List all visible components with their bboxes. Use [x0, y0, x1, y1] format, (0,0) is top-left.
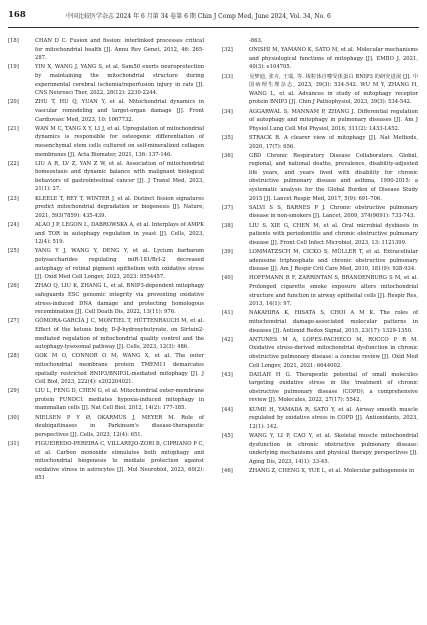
- reference-text: NAKAHIRA K, HISATA S, CHOI A M K. The roles of mitochondrial damage-associated molecular patterns in diseases [J]. Antioxid Redox Signal, 2015, 23(17): 1329-1350.: [249, 310, 418, 334]
- reference-continuation: -863.: [249, 38, 263, 44]
- reference-text: LIU L, FENG D, CHEN G, et al. Mitochondrial outer-membrane protein FUNDC1 mediates hypoxia-induced mitophagy in mammalian cells [J]. Nat Cell Biol, 2012, 14(2): 177-185.: [35, 388, 204, 412]
- reference-number: [31]: [8, 441, 19, 448]
- reference-text: ZHANG Z, CHENG X, YUE L, et al. Molecular pathogenesis in: [249, 468, 415, 474]
- reference-item: [222, 432, 418, 466]
- reference-item: [222, 134, 418, 151]
- left-reference-column: [8, 37, 204, 484]
- reference-text: ZHU T, HU Q, YUAN Y, et al. Mitochondrial dynamics in vascular remodeling and target-organ damage [J]. Front Cardiovasc Med, 2023, 10: 1067732.: [35, 99, 204, 123]
- reference-item: [222, 222, 418, 248]
- right-reference-column: [222, 37, 418, 476]
- reference-item: [222, 371, 418, 405]
- reference-number: [34]: [222, 108, 233, 115]
- reference-text: AGGARWAL S, MANNAM P, ZHANG J. Differential regulation of autophagy and mitophagy in pulmonary diseases [J]. Am J Physiol Lung Cell Mol Physiol, 2016, 311(2): L433-L452.: [249, 108, 418, 132]
- reference-item: [222, 248, 418, 274]
- reference-number: [41]: [222, 310, 233, 317]
- reference-number: [42]: [222, 336, 233, 343]
- reference-number: [24]: [8, 222, 19, 229]
- reference-item: [222, 73, 418, 107]
- reference-text: STRACK R. A clearer view of mitophagy [J]. Nat Methods, 2020, 17(7): 656.: [249, 134, 418, 150]
- reference-text: 吴梦迪, 张卉, 王瑞, 等. 线粒体自噬受体蛋白 BNIP3 的研究进展 [J]. 中国病理生理杂志, 2023, 39(3): 534-542. WU M Y, ZHANG H, WANG L, et al. Advances in study of mitophagy receptor protein BNIP3 [J]. Chin J Pathophysiol, 2023, 39(3): 534-542.: [249, 73, 418, 106]
- header-divider: [8, 27, 419, 28]
- reference-text: LOMMATZSCH M, CICKO S, MÜLLER T, et al. Extracellular adenosine triphosphate and chronic obstructive pulmonary disease [J]. Am J Respir Crit Care Med, 2010, 181(9): 928-934.: [249, 249, 418, 273]
- reference-number: [38]: [222, 222, 233, 229]
- reference-number: [21]: [8, 125, 19, 132]
- reference-number: [44]: [222, 406, 233, 413]
- reference-text: WANG Y, LI P, CAO Y, et al. Skeletal muscle mitochondrial dysfunction in chronic obstructive pulmonary disease: underlying mechanisms and physical therapy perspectives [J]. Aging Dis, 2023, 14(1): 33-45.: [249, 433, 418, 465]
- reference-item: [8, 317, 204, 351]
- reference-number: [40]: [222, 275, 233, 282]
- journal-running-title: 中国比较医学杂志 2024 年 6 月第 34 卷第 6 期 Chin J Comp Med, June 2024, Vol. 34, No. 6: [66, 13, 331, 20]
- reference-text: GÓMORA-GARCÍA J C, MONTIEL T, HÜTTENRAUCH M, et al. Effect of the ketone body, D-β-hydroxybutyrate, on Sirtuin2-mediated regulation of mitochondrial quality control and the autophagy-lysosomal pathway [J]. Cells, 2023, 12(3): 486.: [35, 318, 204, 351]
- reference-item: [222, 108, 418, 134]
- reference-text: KLEELE T, REY T, WINTER J, et al. Distinct fission signatures predict mitochondrial degradation or biogenesis [J]. Nature, 2021, 593(7859): 435-439.: [35, 195, 204, 219]
- page-header: [8, 10, 419, 24]
- reference-number: [23]: [8, 195, 19, 202]
- reference-item: [8, 221, 204, 247]
- reference-item: [8, 160, 204, 194]
- reference-item: [8, 195, 204, 221]
- reference-item: [8, 125, 204, 159]
- reference-item: [8, 414, 204, 440]
- reference-item: [222, 152, 418, 204]
- reference-text: ANTUNES M A, LOPES-PACHECO M, ROCCO P R M. Oxidative stress-derived mitochondrial dysfunction in chronic obstructive pulmonary disease: a concise review [J]. Oxid Med Cell Longev, 2021, 2021: 6644002.: [249, 336, 418, 369]
- reference-number: [36]: [222, 152, 233, 159]
- reference-number: [19]: [8, 64, 19, 71]
- reference-number: [30]: [8, 414, 19, 421]
- reference-item: [8, 37, 204, 63]
- reference-item: [8, 387, 204, 413]
- reference-number: [43]: [222, 371, 233, 378]
- reference-number: [28]: [8, 353, 19, 360]
- reference-text: ALAO J P, LEGON L, DABROWSKA A, et al. Interplays of AMPK and TOR in autophagy regulation in yeast [J]. Cells, 2023, 12(4): 519.: [35, 222, 204, 246]
- reference-text: HOFFMANN R F, ZARRINTAN S, BRANDENBURG S M, et al. Prolonged cigarette smoke exposure alters mitochondrial structure and function in airway epithelial cells [J]. Respir Res, 2013, 14(1): 97.: [249, 275, 418, 308]
- reference-number: [29]: [8, 388, 19, 395]
- reference-number: [26]: [8, 283, 19, 290]
- reference-item: [8, 247, 204, 281]
- page-number: 168: [8, 10, 26, 20]
- reference-item: [222, 336, 418, 370]
- reference-number: [32]: [222, 47, 233, 54]
- reference-text: ZHAO Q, LIU K, ZHANG L, et al. BNIP3-dependent mitophagy safeguards ESC genomic integrity via preventing oxidative stress-induced DNA damage and protecting homologous recombination [J]. Cell Death Dis, 2022, 13(11): 976.: [35, 283, 204, 316]
- reference-item: [222, 467, 418, 476]
- reference-item: [8, 282, 204, 316]
- reference-text: GBD Chronic Respiratory Disease Collaborators. Global, regional, and national deaths, prevalence, disability-adjusted life years, and years lived with disability for chronic obstructive pulmonary disease and asthma, 1990-2015: a systematic analysis for the Global Burden of Disease Study 2015 [J]. Lancet Respir Med, 2017, 5(9): 691-706.: [249, 152, 418, 202]
- reference-item: [8, 352, 204, 386]
- reference-number: [45]: [222, 433, 233, 440]
- reference-number: [27]: [8, 318, 19, 325]
- reference-text: CHAN D C. Fusion and fission: interlinked processes critical for mitochondrial health [J]. Annu Rev Genet, 2012, 46: 265-287.: [35, 38, 204, 62]
- reference-number: [22]: [8, 160, 19, 167]
- reference-number: [35]: [222, 134, 233, 141]
- reference-item: [8, 63, 204, 97]
- reference-text: DAILAH H G. Therapeutic potential of small molecules targeting oxidative stress in the treatment of chronic obstructive pulmonary disease (COPD): a comprehensive review [J]. Molecules, 2022, 27(17): 5542.: [249, 371, 418, 404]
- reference-text: ONISHI M, YAMANO K, SATO M, et al. Molecular mechanisms and physiological functions of mitophagy [J]. EMBO J, 2021, 40(3): e104705.: [249, 47, 418, 71]
- reference-text: YANG Y J, WANG Y, DENG Y, et al. Lycium barbarum polysaccharides regulating miR-181/Bcl-2 decreased autophagy of retinal pigment epithelium with oxidative stress [J]. Oxid Med Cell Longev, 2023, 2023: 9554457.: [35, 248, 204, 281]
- reference-text: GOK M O, CONNOR O M, WANG X, et al. The outer mitochondrial membrane protein TMEM11 demarcates spatially restricted BNIP3/BNIP3L-mediated mitophagy [J]. J Cell Biol, 2023, 222(4): e202204021.: [35, 353, 204, 386]
- reference-item: [222, 274, 418, 308]
- reference-text: LIU S, XIE G, CHEN M, et al. Oral microbial dysbiosis in patients with periodontitis and chronic obstructive pulmonary disease [J]. Front Cell Infect Microbiol, 2023, 13: 1121399.: [249, 222, 418, 246]
- reference-text: NIELSEN P Y Ø, OKARMUS J, MEYER M. Role of deubiquitinases in Parkinson's disease-therapeutic perspectives [J]. Cells, 2023, 12(4): 651.: [35, 414, 204, 438]
- reference-number: [25]: [8, 248, 19, 255]
- reference-number: [37]: [222, 204, 233, 211]
- reference-text: WAN M C, TANG X Y, LI J, et al. Upregulation of mitochondrial dynamics is responsible for osteogenic differentiation of mesenchymal stem cells cultured on self-mineralized collagen membranes [J]. Acta Biomater, 2021, 136: 137-146.: [35, 125, 204, 158]
- reference-number: [46]: [222, 468, 233, 474]
- reference-number: [33]: [222, 73, 233, 80]
- reference-item: [8, 98, 204, 124]
- reference-text: FIGUEIREDO-PEREIRA C, VILLAREJO-ZORI B, CIPRIANO P C, et al. Carbon monoxide stimulates both mitophagy and mitochondrial biogenesis to mediate protection against oxidative stress in astrocytes [J]. Mol Neurobiol, 2023, 60(2): 851: [35, 441, 204, 482]
- reference-text: LIU A R, LV Z, YAN Z W, et al. Association of mitochondrial homeostasis and dynamic balance with malignant biological behaviors of gastrointestinal cancer [J]. J Transl Med, 2023, 21(1): 27.: [35, 160, 204, 193]
- reference-item: [222, 309, 418, 335]
- reference-text: YIN X, WANG J, YANG S, et al. Sam50 exerts neuroprotection by maintaining the mitochondrial structure during experimental cerebral ischemia/reperfusion injury in rats [J]. CNS Neurosci Ther, 2022, 28(12): 2230-2244.: [35, 64, 204, 97]
- reference-text: SALVI S S, BARNES P J. Chronic obstructive pulmonary disease in non-smokers [J]. Lancet, 2009, 374(9691): 733-743.: [249, 204, 418, 220]
- reference-item: [222, 46, 418, 72]
- reference-text: KUME H, YAMADA R, SATO Y, et al. Airway smooth muscle regulated by oxidative stress in COPD [J]. Antioxidants, 2023, 12(1): 142.: [249, 406, 418, 430]
- reference-item: [222, 406, 418, 432]
- reference-number: [20]: [8, 99, 19, 106]
- reference-item: [222, 204, 418, 221]
- reference-number: [18]: [8, 38, 19, 44]
- reference-number: [39]: [222, 249, 233, 255]
- reference-item: [8, 440, 204, 483]
